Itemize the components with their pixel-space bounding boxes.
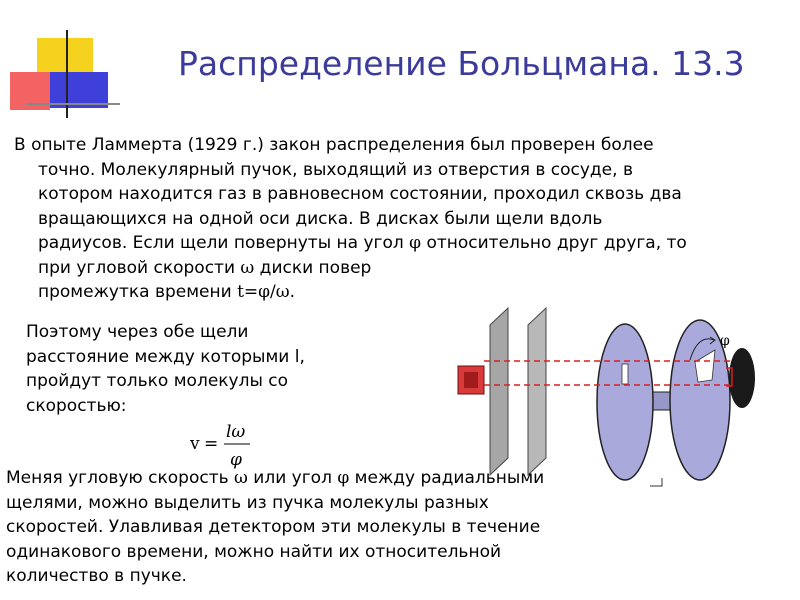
para1-line-5 <box>14 231 784 256</box>
formula-lhs: v <box>190 434 200 454</box>
phi-label: φ <box>720 333 730 349</box>
para2-line-3: пройдут только молекулы со <box>26 371 289 391</box>
para1-line-3: котором находится газ в равновесном состоянии, проходил сквозь два <box>38 184 682 204</box>
yellow-square <box>37 38 93 72</box>
phi-symbol: φ <box>409 233 422 253</box>
phi-symbol-2: φ <box>337 468 350 488</box>
para3-line-1c: между радиальными <box>349 468 545 488</box>
para2-line-1: Поэтому через обе щели <box>26 322 249 342</box>
disk-1 <box>597 324 653 480</box>
para2-line-2: расстояние между которыми l, <box>26 346 305 367</box>
para3-line-5: количество в пучке. <box>6 566 187 586</box>
conclusion-paragraph <box>6 466 544 589</box>
para1-line-7b: . <box>289 282 296 302</box>
para1-line-6b: диски повер <box>254 257 372 278</box>
para1-line-5b: относительно друг друга, то <box>421 233 687 253</box>
time-formula: t=φ/ω <box>237 282 290 302</box>
blue-square <box>50 72 108 108</box>
omega-symbol-2: ω <box>234 468 248 488</box>
velocity-formula <box>188 417 258 471</box>
collimator-plate-1 <box>490 308 508 475</box>
text-occlusion <box>380 264 690 282</box>
disk-1-slit <box>622 364 628 384</box>
para3-line-3: скоростей. Улавливая детектором эти молекулы в течение <box>6 517 541 537</box>
para2-line-4: скоростью: <box>26 395 127 416</box>
corner-mark <box>650 478 662 486</box>
para1-line-4: вращающихся на одной оси диска. В дисках были щели вдоль <box>38 208 603 229</box>
para3-line-1a: Меняя угловую скорость <box>6 468 235 488</box>
omega-symbol: ω <box>240 257 255 278</box>
para1-line-5a: радиусов. Если щели повернуты на угол <box>38 233 410 253</box>
detector <box>729 348 755 408</box>
formula-numerator: lω <box>226 422 246 442</box>
para3-line-2: щелями, можно выделить из пучка молекулы разных <box>6 492 489 513</box>
corner-decoration <box>0 0 120 120</box>
formula-denominator: φ <box>230 450 242 470</box>
velocity-paragraph <box>26 320 305 418</box>
source-slit <box>464 372 478 388</box>
para1-line-6a: при угловой скорости <box>38 257 241 278</box>
para3-line-1b: или угол <box>247 468 338 488</box>
para3-line-1 <box>6 466 544 491</box>
para1-line-2: точно. Молекулярный пучок, выходящий из отверстия в сосуде, в <box>38 159 633 180</box>
para1-line-7a: промежутка времени <box>38 282 238 302</box>
collimator-plate-2 <box>528 308 546 475</box>
para1-line-1: В опыте Ламмерта (1929 г.) закон распределения был проверен более <box>14 135 654 155</box>
slide-title: Распределение Больцмана. 13.3 <box>178 44 745 83</box>
formula-equals: = <box>204 434 219 454</box>
para3-line-4: одинакового времени, можно найти их относительной <box>6 541 502 562</box>
